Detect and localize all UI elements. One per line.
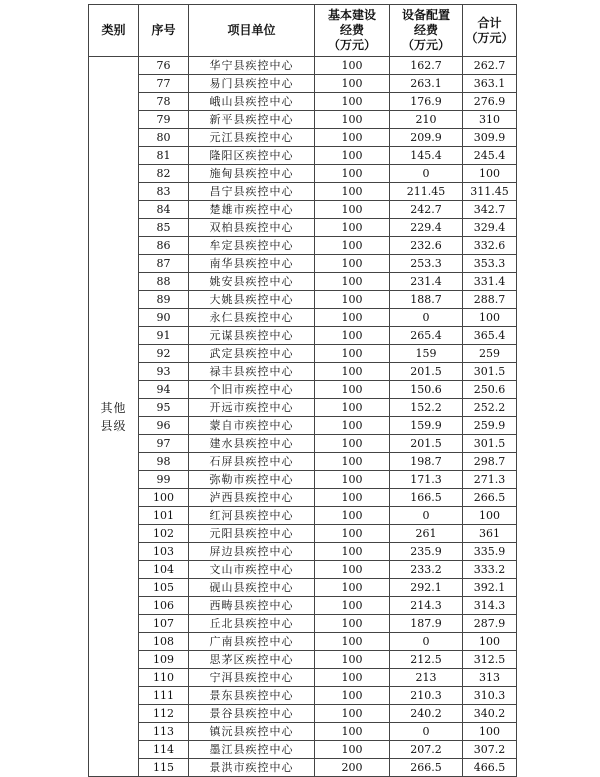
equipment-funding: 150.6 <box>390 381 463 399</box>
equipment-funding: 231.4 <box>390 273 463 291</box>
project-unit: 双柏县疾控中心 <box>189 219 315 237</box>
base-funding: 100 <box>315 651 390 669</box>
table-row <box>89 705 517 723</box>
table-body <box>89 57 517 777</box>
table-row <box>89 219 517 237</box>
equipment-funding: 214.3 <box>390 597 463 615</box>
project-unit: 元阳县疾控中心 <box>189 525 315 543</box>
project-unit: 文山市疾控中心 <box>189 561 315 579</box>
row-number: 85 <box>139 219 189 237</box>
total-funding: 335.9 <box>463 543 517 561</box>
header-total-line-2: （万元） <box>465 30 514 45</box>
equipment-funding: 211.45 <box>390 183 463 201</box>
project-unit: 开远市疾控中心 <box>189 399 315 417</box>
row-number: 112 <box>139 705 189 723</box>
funding-table <box>88 4 517 777</box>
project-unit: 楚雄市疾控中心 <box>189 201 315 219</box>
table-row <box>89 183 517 201</box>
table-row <box>89 759 517 777</box>
equipment-funding: 242.7 <box>390 201 463 219</box>
project-unit: 泸西县疾控中心 <box>189 489 315 507</box>
equipment-funding: 201.5 <box>390 363 463 381</box>
header-base-line-2: 经费 <box>339 23 364 37</box>
base-funding: 100 <box>315 489 390 507</box>
equipment-funding: 0 <box>390 633 463 651</box>
total-funding: 298.7 <box>463 453 517 471</box>
project-unit: 禄丰县疾控中心 <box>189 363 315 381</box>
project-unit: 景东县疾控中心 <box>189 687 315 705</box>
table-row <box>89 327 517 345</box>
row-number: 113 <box>139 723 189 741</box>
equipment-funding: 166.5 <box>390 489 463 507</box>
row-number: 104 <box>139 561 189 579</box>
row-number: 82 <box>139 165 189 183</box>
project-unit: 华宁县疾控中心 <box>189 57 315 75</box>
project-unit: 景谷县疾控中心 <box>189 705 315 723</box>
table-row <box>89 255 517 273</box>
base-funding: 100 <box>315 111 390 129</box>
equipment-funding: 292.1 <box>390 579 463 597</box>
equipment-funding: 187.9 <box>390 615 463 633</box>
base-funding: 100 <box>315 453 390 471</box>
table-row <box>89 291 517 309</box>
project-unit: 易门县疾控中心 <box>189 75 315 93</box>
total-funding: 100 <box>463 309 517 327</box>
table-row <box>89 273 517 291</box>
total-funding: 266.5 <box>463 489 517 507</box>
header-equipment-line-1: 设备配置 <box>401 8 450 22</box>
row-number: 83 <box>139 183 189 201</box>
row-number: 105 <box>139 579 189 597</box>
total-funding: 262.7 <box>463 57 517 75</box>
total-funding: 329.4 <box>463 219 517 237</box>
header-category: 类别 <box>89 5 139 57</box>
total-funding: 100 <box>463 723 517 741</box>
row-number: 103 <box>139 543 189 561</box>
table-row <box>89 741 517 759</box>
base-funding: 100 <box>315 363 390 381</box>
project-unit: 大姚县疾控中心 <box>189 291 315 309</box>
base-funding: 100 <box>315 597 390 615</box>
base-funding: 200 <box>315 759 390 777</box>
equipment-funding: 229.4 <box>390 219 463 237</box>
row-number: 77 <box>139 75 189 93</box>
project-unit: 石屏县疾控中心 <box>189 453 315 471</box>
total-funding: 365.4 <box>463 327 517 345</box>
base-funding: 100 <box>315 93 390 111</box>
base-funding: 100 <box>315 291 390 309</box>
total-funding: 259.9 <box>463 417 517 435</box>
equipment-funding: 240.2 <box>390 705 463 723</box>
equipment-funding: 159 <box>390 345 463 363</box>
table-row <box>89 57 517 75</box>
equipment-funding: 0 <box>390 165 463 183</box>
total-funding: 259 <box>463 345 517 363</box>
project-unit: 屏边县疾控中心 <box>189 543 315 561</box>
total-funding: 392.1 <box>463 579 517 597</box>
row-number: 110 <box>139 669 189 687</box>
project-unit: 广南县疾控中心 <box>189 633 315 651</box>
project-unit: 施甸县疾控中心 <box>189 165 315 183</box>
equipment-funding: 209.9 <box>390 129 463 147</box>
project-unit: 景洪市疾控中心 <box>189 759 315 777</box>
table-row <box>89 93 517 111</box>
total-funding: 331.4 <box>463 273 517 291</box>
equipment-funding: 232.6 <box>390 237 463 255</box>
base-funding: 100 <box>315 255 390 273</box>
project-unit: 红河县疾控中心 <box>189 507 315 525</box>
equipment-funding: 159.9 <box>390 417 463 435</box>
header-unit: 项目单位 <box>189 5 315 57</box>
category-cell <box>89 57 139 777</box>
header-number: 序号 <box>139 5 189 57</box>
base-funding: 100 <box>315 273 390 291</box>
category-label-line: 县级 <box>100 418 127 433</box>
base-funding: 100 <box>315 705 390 723</box>
project-unit: 隆阳区疾控中心 <box>189 147 315 165</box>
row-number: 99 <box>139 471 189 489</box>
base-funding: 100 <box>315 579 390 597</box>
equipment-funding: 171.3 <box>390 471 463 489</box>
header-base-funding <box>315 5 390 57</box>
row-number: 109 <box>139 651 189 669</box>
table-row <box>89 561 517 579</box>
table-row <box>89 111 517 129</box>
header-equipment-line-2: 经费 <box>413 23 438 37</box>
equipment-funding: 145.4 <box>390 147 463 165</box>
project-unit: 武定县疾控中心 <box>189 345 315 363</box>
total-funding: 340.2 <box>463 705 517 723</box>
total-funding: 100 <box>463 507 517 525</box>
equipment-funding: 201.5 <box>390 435 463 453</box>
table-row <box>89 129 517 147</box>
table-row <box>89 201 517 219</box>
table-row <box>89 543 517 561</box>
header-row <box>89 5 517 57</box>
base-funding: 100 <box>315 507 390 525</box>
header-equipment-funding <box>390 5 463 57</box>
row-number: 81 <box>139 147 189 165</box>
table-row <box>89 651 517 669</box>
equipment-funding: 261 <box>390 525 463 543</box>
project-unit: 蒙自市疾控中心 <box>189 417 315 435</box>
total-funding: 363.1 <box>463 75 517 93</box>
project-unit: 弥勒市疾控中心 <box>189 471 315 489</box>
row-number: 78 <box>139 93 189 111</box>
base-funding: 100 <box>315 669 390 687</box>
base-funding: 100 <box>315 471 390 489</box>
total-funding: 287.9 <box>463 615 517 633</box>
table-row <box>89 147 517 165</box>
table-row <box>89 399 517 417</box>
total-funding: 333.2 <box>463 561 517 579</box>
base-funding: 100 <box>315 219 390 237</box>
equipment-funding: 213 <box>390 669 463 687</box>
row-number: 89 <box>139 291 189 309</box>
base-funding: 100 <box>315 543 390 561</box>
row-number: 88 <box>139 273 189 291</box>
total-funding: 250.6 <box>463 381 517 399</box>
project-unit: 丘北县疾控中心 <box>189 615 315 633</box>
row-number: 76 <box>139 57 189 75</box>
base-funding: 100 <box>315 129 390 147</box>
header-equipment-line-3: （万元） <box>401 38 450 52</box>
total-funding: 245.4 <box>463 147 517 165</box>
row-number: 80 <box>139 129 189 147</box>
total-funding: 310 <box>463 111 517 129</box>
equipment-funding: 263.1 <box>390 75 463 93</box>
category-label-line: 其他 <box>100 400 127 415</box>
project-unit: 西畴县疾控中心 <box>189 597 315 615</box>
table-row <box>89 309 517 327</box>
total-funding: 310.3 <box>463 687 517 705</box>
table-row <box>89 471 517 489</box>
base-funding: 100 <box>315 525 390 543</box>
base-funding: 100 <box>315 633 390 651</box>
equipment-funding: 0 <box>390 507 463 525</box>
project-unit: 永仁县疾控中心 <box>189 309 315 327</box>
table-row <box>89 363 517 381</box>
project-unit: 思茅区疾控中心 <box>189 651 315 669</box>
base-funding: 100 <box>315 399 390 417</box>
row-number: 93 <box>139 363 189 381</box>
base-funding: 100 <box>315 75 390 93</box>
equipment-funding: 210 <box>390 111 463 129</box>
header-base-line-1: 基本建设 <box>327 8 376 22</box>
total-funding: 271.3 <box>463 471 517 489</box>
row-number: 92 <box>139 345 189 363</box>
table-row <box>89 525 517 543</box>
row-number: 98 <box>139 453 189 471</box>
equipment-funding: 235.9 <box>390 543 463 561</box>
base-funding: 100 <box>315 327 390 345</box>
equipment-funding: 0 <box>390 723 463 741</box>
table-row <box>89 669 517 687</box>
table-row <box>89 489 517 507</box>
table-row <box>89 687 517 705</box>
total-funding: 361 <box>463 525 517 543</box>
total-funding: 313 <box>463 669 517 687</box>
row-number: 87 <box>139 255 189 273</box>
row-number: 101 <box>139 507 189 525</box>
project-unit: 峨山县疾控中心 <box>189 93 315 111</box>
table-row <box>89 723 517 741</box>
row-number: 91 <box>139 327 189 345</box>
base-funding: 100 <box>315 723 390 741</box>
total-funding: 288.7 <box>463 291 517 309</box>
row-number: 106 <box>139 597 189 615</box>
total-funding: 100 <box>463 633 517 651</box>
equipment-funding: 265.4 <box>390 327 463 345</box>
equipment-funding: 207.2 <box>390 741 463 759</box>
total-funding: 353.3 <box>463 255 517 273</box>
equipment-funding: 188.7 <box>390 291 463 309</box>
table-row <box>89 615 517 633</box>
project-unit: 墨江县疾控中心 <box>189 741 315 759</box>
total-funding: 312.5 <box>463 651 517 669</box>
total-funding: 311.45 <box>463 183 517 201</box>
row-number: 100 <box>139 489 189 507</box>
project-unit: 新平县疾控中心 <box>189 111 315 129</box>
total-funding: 307.2 <box>463 741 517 759</box>
table-row <box>89 435 517 453</box>
table-row <box>89 453 517 471</box>
base-funding: 100 <box>315 237 390 255</box>
row-number: 115 <box>139 759 189 777</box>
project-unit: 昌宁县疾控中心 <box>189 183 315 201</box>
base-funding: 100 <box>315 381 390 399</box>
base-funding: 100 <box>315 309 390 327</box>
equipment-funding: 210.3 <box>390 687 463 705</box>
table-row <box>89 579 517 597</box>
project-unit: 牟定县疾控中心 <box>189 237 315 255</box>
table-row <box>89 237 517 255</box>
base-funding: 100 <box>315 165 390 183</box>
total-funding: 342.7 <box>463 201 517 219</box>
total-funding: 314.3 <box>463 597 517 615</box>
project-unit: 宁洱县疾控中心 <box>189 669 315 687</box>
equipment-funding: 152.2 <box>390 399 463 417</box>
total-funding: 276.9 <box>463 93 517 111</box>
base-funding: 100 <box>315 687 390 705</box>
table-row <box>89 633 517 651</box>
total-funding: 100 <box>463 165 517 183</box>
total-funding: 309.9 <box>463 129 517 147</box>
equipment-funding: 233.2 <box>390 561 463 579</box>
header-base-line-3: （万元） <box>327 38 376 52</box>
total-funding: 252.2 <box>463 399 517 417</box>
equipment-funding: 0 <box>390 309 463 327</box>
header-total <box>463 5 517 57</box>
base-funding: 100 <box>315 201 390 219</box>
row-number: 114 <box>139 741 189 759</box>
table-row <box>89 597 517 615</box>
base-funding: 100 <box>315 435 390 453</box>
total-funding: 466.5 <box>463 759 517 777</box>
base-funding: 100 <box>315 615 390 633</box>
project-unit: 建水县疾控中心 <box>189 435 315 453</box>
row-number: 86 <box>139 237 189 255</box>
total-funding: 301.5 <box>463 435 517 453</box>
row-number: 90 <box>139 309 189 327</box>
base-funding: 100 <box>315 561 390 579</box>
row-number: 95 <box>139 399 189 417</box>
project-unit: 镇沅县疾控中心 <box>189 723 315 741</box>
row-number: 102 <box>139 525 189 543</box>
base-funding: 100 <box>315 183 390 201</box>
equipment-funding: 212.5 <box>390 651 463 669</box>
project-unit: 元江县疾控中心 <box>189 129 315 147</box>
table-row <box>89 417 517 435</box>
project-unit: 个旧市疾控中心 <box>189 381 315 399</box>
table-row <box>89 345 517 363</box>
row-number: 108 <box>139 633 189 651</box>
row-number: 94 <box>139 381 189 399</box>
row-number: 111 <box>139 687 189 705</box>
base-funding: 100 <box>315 147 390 165</box>
table-row <box>89 381 517 399</box>
project-unit: 砚山县疾控中心 <box>189 579 315 597</box>
row-number: 79 <box>139 111 189 129</box>
base-funding: 100 <box>315 741 390 759</box>
equipment-funding: 253.3 <box>390 255 463 273</box>
project-unit: 南华县疾控中心 <box>189 255 315 273</box>
equipment-funding: 162.7 <box>390 57 463 75</box>
project-unit: 元谋县疾控中心 <box>189 327 315 345</box>
total-funding: 301.5 <box>463 363 517 381</box>
row-number: 96 <box>139 417 189 435</box>
row-number: 107 <box>139 615 189 633</box>
base-funding: 100 <box>315 57 390 75</box>
header-total-line-1: 合计 <box>477 15 502 30</box>
equipment-funding: 266.5 <box>390 759 463 777</box>
base-funding: 100 <box>315 345 390 363</box>
total-funding: 332.6 <box>463 237 517 255</box>
table-row <box>89 75 517 93</box>
table-row <box>89 165 517 183</box>
base-funding: 100 <box>315 417 390 435</box>
equipment-funding: 198.7 <box>390 453 463 471</box>
equipment-funding: 176.9 <box>390 93 463 111</box>
table-row <box>89 507 517 525</box>
row-number: 84 <box>139 201 189 219</box>
row-number: 97 <box>139 435 189 453</box>
project-unit: 姚安县疾控中心 <box>189 273 315 291</box>
